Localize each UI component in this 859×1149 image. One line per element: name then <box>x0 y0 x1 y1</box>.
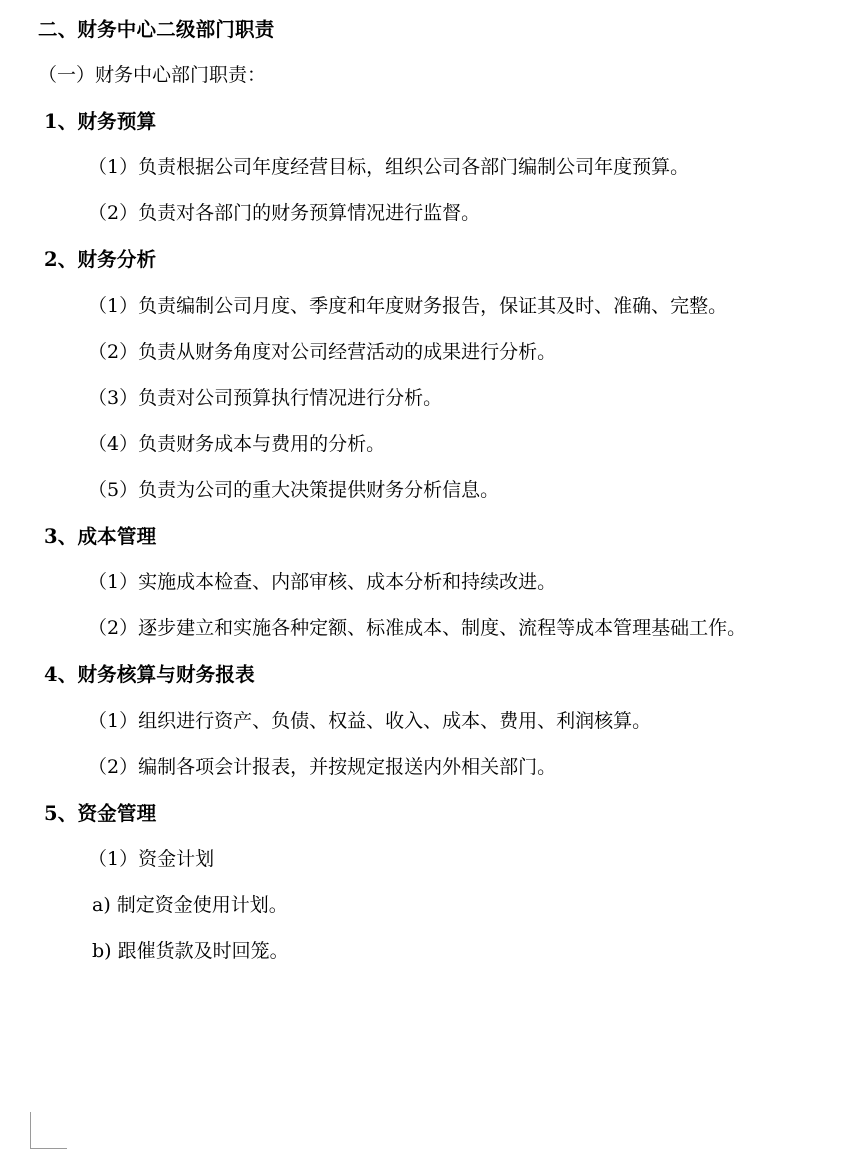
item-detail-2-3: （3）负责对公司预算执行情况进行分析。 <box>88 386 443 409</box>
item-detail-1-2: （2）负责对各部门的财务预算情况进行监督。 <box>88 202 481 224</box>
item-subdetail-5-b: b) 跟催货款及时回笼。 <box>92 940 289 962</box>
item-detail-3-1: （1）实施成本检查、内部审核、成本分析和持续改进。 <box>88 571 557 593</box>
item-title-4: 4、财务核算与财务报表 <box>44 663 255 686</box>
document-body <box>30 10 829 961</box>
item-title-5: 5、资金管理 <box>44 801 157 825</box>
item-title-3: 3、成本管理 <box>44 524 157 548</box>
section-heading: 二、财务中心二级部门职责 <box>38 18 275 41</box>
page-corner-mark <box>30 1112 67 1149</box>
item-title-1: 1、财务预算 <box>44 109 157 133</box>
item-detail-2-1: （1）负责编制公司月度、季度和年度财务报告，保证其及时、准确、完整。 <box>88 294 728 317</box>
item-subdetail-5-a: a) 制定资金使用计划。 <box>92 894 288 916</box>
item-detail-4-1: （1）组织进行资产、负债、权益、收入、成本、费用、利润核算。 <box>88 709 652 732</box>
item-detail-1-1: （1）负责根据公司年度经营目标，组织公司各部门编制公司年度预算。 <box>88 156 690 178</box>
item-title-2: 2、财务分析 <box>44 248 157 271</box>
item-detail-2-5: （5）负责为公司的重大决策提供财务分析信息。 <box>88 478 500 501</box>
item-detail-5-1: （1）资金计划 <box>88 848 215 870</box>
item-detail-3-2: （2）逐步建立和实施各种定额、标准成本、制度、流程等成本管理基础工作。 <box>88 617 747 639</box>
item-detail-2-4: （4）负责财务成本与费用的分析。 <box>88 432 386 455</box>
item-detail-2-2: （2）负责从财务角度对公司经营活动的成果进行分析。 <box>88 340 557 363</box>
subsection-heading: （一）财务中心部门职责： <box>38 63 267 86</box>
item-detail-4-2: （2）编制各项会计报表，并按规定报送内外相关部门。 <box>88 755 557 778</box>
